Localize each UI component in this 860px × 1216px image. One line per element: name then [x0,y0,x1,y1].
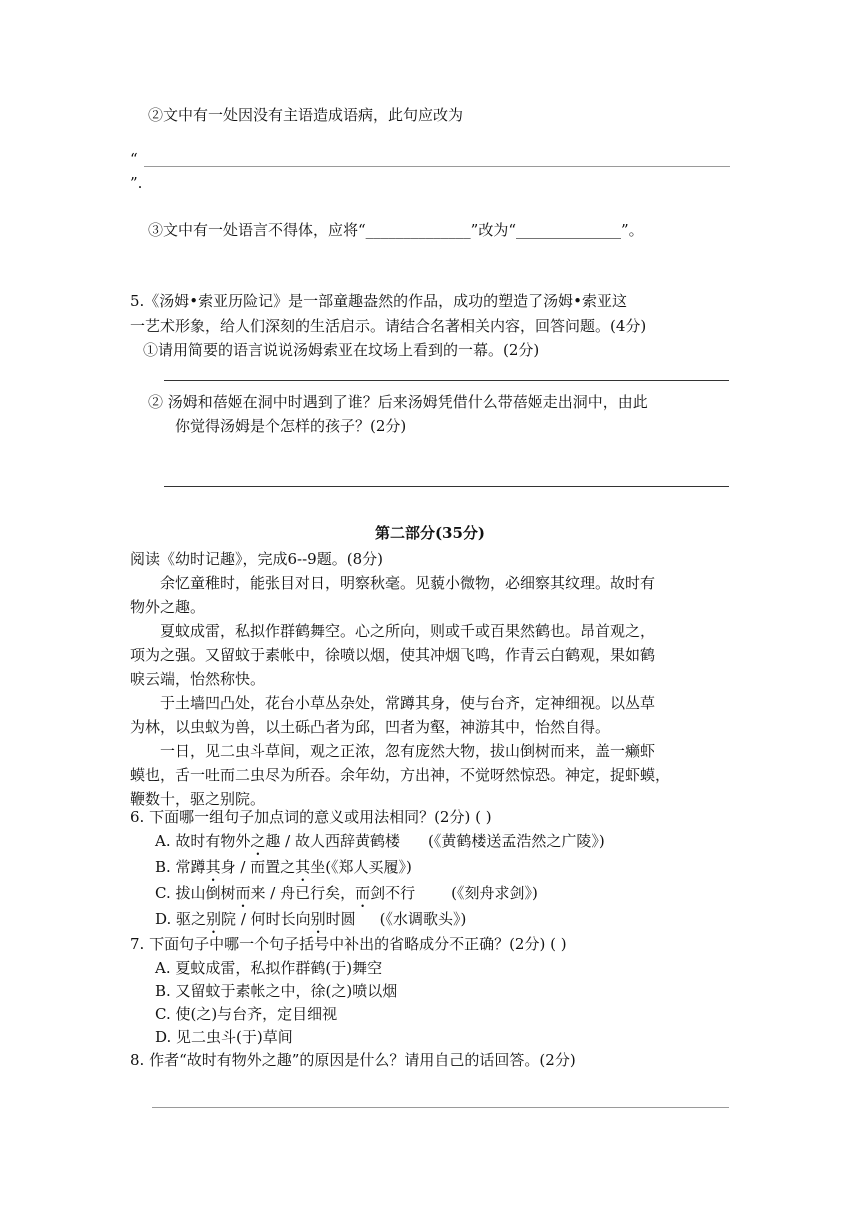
q5-sub2-line2: 你觉得汤姆是个怎样的孩子？(2分) [175,417,407,435]
dotted-char: 之 [250,832,266,850]
q4-item2-close-quote: ”. [130,174,143,192]
q5-stem-line1: 5.《汤姆•索亚历险记》是一部童趣盎然的作品，成功的塑造了汤姆•索亚这 [130,292,628,310]
q6-option-c: C. 拔山倒树而来 / 舟已行矣，而剑不行 (《刻舟求剑》) [155,884,538,902]
passage-line: 蟆也，舌一吐而二虫尽为所吞。余年幼，方出神，不觉呀然惊恐。神定，捉虾蟆， [130,766,671,784]
reading-intro: 阅读《幼时记趣》，完成6--9题。(8分) [130,550,383,568]
dotted-char: 别 [206,910,222,928]
passage-line: 唳云端，怡然称快。 [130,670,266,688]
q7-option-b: B. 又留蚊于素帐之中，徐(之)喷以烟 [155,982,398,1000]
q4-item2: ②文中有一处因没有主语造成语病，此句应改为 [148,106,464,124]
passage-line: 项为之强。又留蚊于素帐中，徐喷以烟，使其冲烟飞鸣，作青云白鹤观，果如鹤 [130,646,656,664]
q6-stem: 6. 下面哪一组句子加点词的意义或用法相同？(2分) ( ) [130,808,492,826]
dotted-char: 而 [235,884,251,902]
answer-line [164,486,729,487]
q7-option-a: A. 夏蚊成雷，私拟作群鹤(于)舞空 [155,959,383,977]
q6-option-b: B. 常蹲其身 / 而置之其坐(《郑人买履》) [155,858,412,876]
dotted-char: 其 [205,858,221,876]
q7-option-c: C. 使(之)与台齐，定目细视 [155,1005,338,1023]
section-title: 第二部分(35分) [374,524,486,542]
q6-option-a: A. 故时有物外之趣 / 故人西辞黄鹤楼 (《黄鹤楼送孟浩然之广陵》) [155,832,605,850]
q5-sub1: ①请用简要的语言说说汤姆索亚在坟场上看到的一幕。(2分) [143,341,540,359]
dotted-char: 而 [355,884,371,902]
passage-line: 为林，以虫蚁为兽，以土砾凸者为邱，凹者为壑，神游其中，怡然自得。 [130,718,611,736]
passage-line: 余忆童稚时，能张目对日，明察秋毫。见藐小微物，必细察其纹理。故时有 [160,574,656,592]
dotted-char: 别 [310,910,326,928]
q8-stem: 8. 作者“故时有物外之趣”的原因是什么？请用自己的话回答。(2分) [130,1051,576,1069]
passage-line: 于土墙凹凸处，花台小草丛杂处，常蹲其身，使与台齐，定神细视。以丛草 [160,694,656,712]
q5-sub2-line1: ② 汤姆和蓓姬在洞中时遇到了谁？后来汤姆凭借什么带蓓姬走出洞中，由此 [148,393,648,411]
answer-line [144,166,730,167]
dotted-char: 其 [295,858,311,876]
passage-line: 鞭数十，驱之别院。 [130,790,266,808]
answer-line [152,1107,729,1108]
q7-stem: 7. 下面句子中哪一个句子括号中补出的省略成分不正确？(2分) ( ) [130,935,567,953]
passage-line: 一日，见二虫斗草间，观之正浓，忽有庞然大物，拔山倒树而来，盖一癞虾 [160,742,656,760]
q6-option-d: D. 驱之别院 / 何时长向别时圆 (《水调歌头》) [155,910,467,928]
q4-item2-open-quote: “ [130,150,138,168]
passage-line: 物外之趣。 [130,598,206,616]
passage-line: 夏蚊成雷，私拟作群鹤舞空。心之所向，则或千或百果然鹤也。昂首观之， [160,622,656,640]
answer-line [164,380,729,381]
q5-stem-line2: 一艺术形象，给人们深刻的生活启示。请结合名著相关内容，回答问题。(4分) [130,317,647,335]
q4-item3: ③文中有一处语言不得体，应将“______________”改为“______________”。 [148,221,644,239]
q7-option-d: D. 见二虫斗(于)草间 [155,1028,293,1046]
